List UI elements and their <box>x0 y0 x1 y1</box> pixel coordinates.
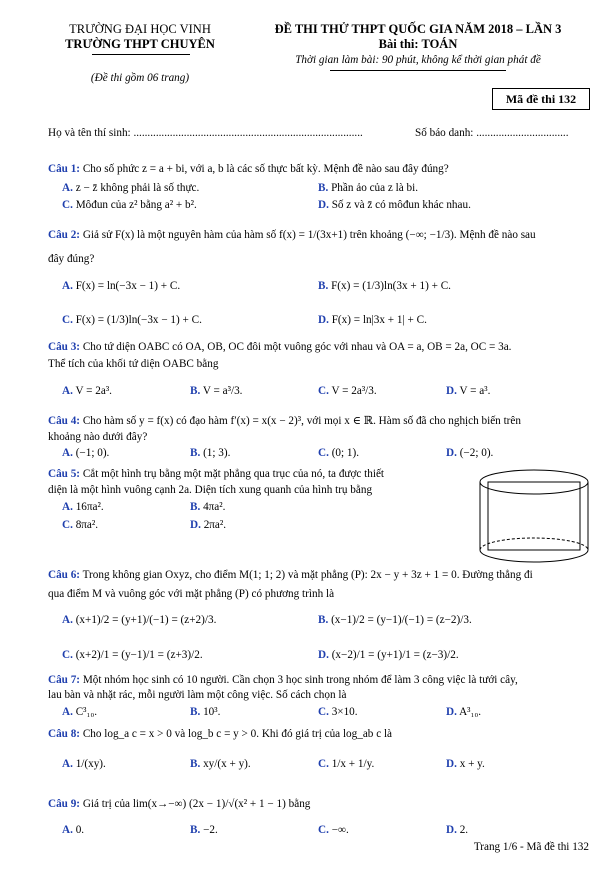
q5-option-b: B. 4πa². <box>190 501 226 513</box>
q8-option-d: D. x + y. <box>446 758 485 770</box>
q8-option-a: A. 1/(xy). <box>62 758 106 770</box>
question-5-cont: diện là một hình vuông cạnh 2a. Diện tích xung quanh của hình trụ bằng <box>48 484 373 496</box>
question-7-cont: lau bàn và nhặt rác, mỗi người làm một công việc. Số cách chọn là <box>48 689 347 701</box>
question-8: Câu 8: Cho log_a c = x > 0 và log_b c = y > 0. Khi đó giá trị của log_ab c là <box>48 728 393 740</box>
q3-option-c: C. V = 2a³/3. <box>318 385 377 397</box>
question-3: Câu 3: Cho tứ diện OABC có OA, OB, OC đôi một vuông góc với nhau và OA = a, OB = 2a, OC = 3a. <box>48 341 512 353</box>
q6-option-a: A. (x+1)/2 = (y+1)/(−1) = (z+2)/3. <box>62 614 217 626</box>
question-1 <box>48 162 593 176</box>
q9-option-c: C. −∞. <box>318 824 349 836</box>
q6-option-c: C. (x+2)/1 = (y−1)/1 = (z+3)/2. <box>62 649 203 661</box>
school-underline <box>92 54 190 55</box>
question-number: Câu 1: <box>48 163 81 175</box>
q3-option-b: B. V = a³/3. <box>190 385 243 397</box>
q2-option-b: B. F(x) = (1/3)ln(3x + 1) + C. <box>318 280 451 292</box>
q4-option-b: B. (1; 3). <box>190 447 231 459</box>
q6-option-b: B. (x−1)/2 = (y−1)/(−1) = (z−2)/3. <box>318 614 472 626</box>
time-note: Thời gian làm bài: 90 phút, không kể thời gian phát đề <box>295 54 541 66</box>
q2-option-c: C. F(x) = (1/3)ln(−3x − 1) + C. <box>62 314 202 326</box>
q3-option-d: D. V = a³. <box>446 385 491 397</box>
question-2: Câu 2: Giả sử F(x) là một nguyên hàm của hàm số f(x) = 1/(3x+1) trên khoảng (−∞; −1/3). Mệnh đề nào sau <box>48 229 536 241</box>
page-footer: Trang 1/6 - Mã đề thi 132 <box>473 841 589 853</box>
question-4: Câu 4: Cho hàm số y = f(x) có đạo hàm f′(x) = x(x − 2)³, với mọi x ∈ ℝ. Hàm số đã cho nghịch biến trên <box>48 415 521 427</box>
q2-option-a: A. F(x) = ln(−3x − 1) + C. <box>62 280 181 292</box>
q2-option-d: D. F(x) = ln|3x + 1| + C. <box>318 314 427 326</box>
q1-option-c: C. Môđun của z² bằng a² + b². <box>62 199 197 211</box>
q3-option-a: A. V = 2a³. <box>62 385 112 397</box>
student-id-field: Số báo danh: ................................. <box>415 127 569 139</box>
q7-option-a: A. C³₁₀. <box>62 706 98 718</box>
subject: Bài thi: TOÁN <box>378 37 458 51</box>
school-line2: TRƯỜNG THPT CHUYÊN <box>65 37 215 51</box>
pages-note: (Đề thi gồm 06 trang) <box>90 72 190 84</box>
q7-option-d: D. A³₁₀. <box>446 706 482 718</box>
question-text: Cho số phức z = a + bi, với a, b là các số thực bất kỳ. Mệnh đề nào sau đây đúng? <box>80 163 449 175</box>
question-4-cont: khoảng nào dưới đây? <box>48 431 148 443</box>
q7-option-c: C. 3×10. <box>318 706 358 718</box>
question-2-cont: đây đúng? <box>48 253 95 265</box>
question-3-cont: Thể tích của khối tứ diện OABC bằng <box>48 358 219 370</box>
question-7: Câu 7: Một nhóm học sinh có 10 người. Cần chọn 3 học sinh trong nhóm để làm 3 công việc là tưới cây, <box>48 674 518 686</box>
q8-option-c: C. 1/x + 1/y. <box>318 758 375 770</box>
q5-option-a: A. 16πa². <box>62 501 104 513</box>
question-5: Câu 5: Cắt một hình trụ bằng một mặt phẳng qua trục của nó, ta được thiết <box>48 468 385 480</box>
school-line1: TRƯỜNG ĐẠI HỌC VINH <box>69 22 211 36</box>
question-9: Câu 9: Giá trị của lim(x→−∞) (2x − 1)/√(x² + 1 − 1) bằng <box>48 798 311 810</box>
q4-option-d: D. (−2; 0). <box>446 447 494 459</box>
q4-option-a: A. (−1; 0). <box>62 447 110 459</box>
q9-option-b: B. −2. <box>190 824 218 836</box>
q1-option-a: A. z − z̄ không phải là số thực. <box>62 182 200 194</box>
q6-option-d: D. (x−2)/1 = (y+1)/1 = (z−3)/2. <box>318 649 459 661</box>
q5-option-d: D. 2πa². <box>190 519 227 531</box>
q7-option-b: B. 10³. <box>190 706 221 718</box>
q5-option-c: C. 8πa². <box>62 519 99 531</box>
q1-option-b: B. Phần ảo của z là bi. <box>318 182 419 194</box>
q9-option-d: D. 2. <box>446 824 469 836</box>
q9-option-a: A. 0. <box>62 824 85 836</box>
exam-code-box: Mã đề thi 132 <box>492 88 590 110</box>
exam-title: ĐỀ THI THỬ THPT QUỐC GIA NĂM 2018 – LẦN 3 <box>274 22 562 36</box>
title-underline <box>330 70 506 71</box>
q1-option-d: D. Số z và z̄ có môđun khác nhau. <box>318 199 471 211</box>
q8-option-b: B. xy/(x + y). <box>190 758 251 770</box>
q4-option-c: C. (0; 1). <box>318 447 360 459</box>
student-name-field: Họ và tên thí sinh: .................................................................................. <box>48 127 363 139</box>
question-6-cont: qua điểm M và vuông góc với mặt phẳng (P) có phương trình là <box>48 588 335 600</box>
cylinder-figure <box>478 468 590 564</box>
question-6: Câu 6: Trong không gian Oxyz, cho điểm M(1; 1; 2) và mặt phẳng (P): 2x − y + 3z + 1 = 0. Đường thẳng đi <box>48 569 533 581</box>
